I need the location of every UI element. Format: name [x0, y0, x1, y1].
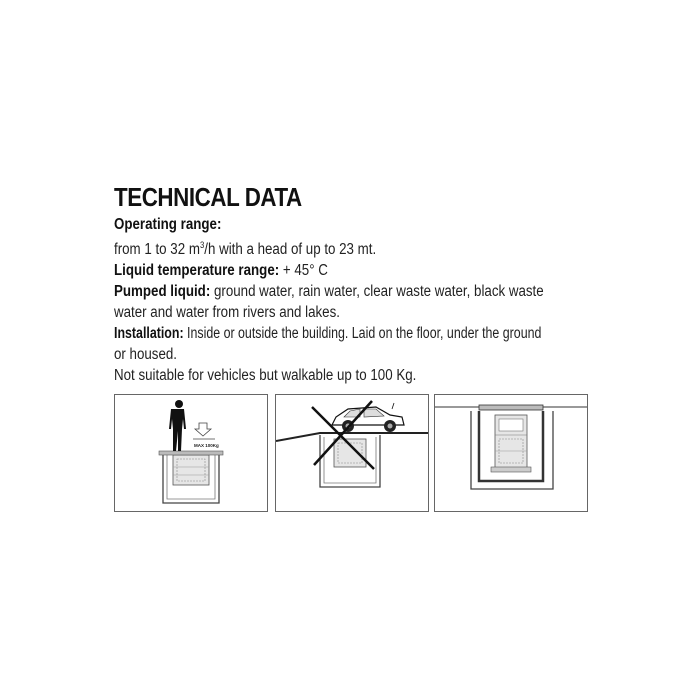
pumped-liquid-line-2 [114, 302, 527, 323]
figure-no-vehicles [275, 394, 429, 512]
installation-value-2: or housed. [114, 346, 177, 364]
liquid-temperature-line [114, 260, 527, 281]
arrow-down-icon [195, 423, 211, 436]
section-title: TECHNICAL DATA [114, 182, 302, 212]
operating-range-label: Operating range: [114, 216, 222, 233]
operating-range-text-2: /h with a head of up to 23 mt. [204, 241, 377, 259]
installation-label: Installation: [114, 325, 184, 343]
operating-range-label-line [114, 214, 527, 235]
operating-range-value [114, 235, 527, 260]
liquid-temperature-label: Liquid temperature range: [114, 262, 280, 280]
pumped-liquid-line-1 [114, 281, 544, 302]
pumped-liquid-label: Pumped liquid: [114, 283, 211, 301]
liquid-temperature-value: + 45° C [279, 262, 328, 280]
pumped-liquid-value-2: water and water from rivers and lakes. [114, 304, 340, 322]
installation-line-2 [114, 344, 527, 365]
operating-range-superscript: 3 [199, 240, 205, 250]
max-load-label: MAX 100Kg [194, 443, 219, 448]
no-vehicles-illustration [276, 395, 428, 511]
person-icon [169, 400, 186, 451]
installation-value-1: Inside or outside the building. Laid on the floor, under the ground [183, 325, 542, 343]
figure-walkable [114, 394, 268, 512]
pumped-liquid-value-1: ground water, rain water, clear waste water, black waste [210, 283, 544, 301]
technical-data-section [114, 182, 594, 386]
housed-illustration [435, 395, 587, 511]
walkable-note: Not suitable for vehicles but walkable up to 100 Kg. [114, 367, 417, 385]
installation-figures [114, 394, 588, 512]
figure-housed [434, 394, 588, 512]
installation-line-1 [114, 323, 542, 344]
walkable-illustration [115, 395, 267, 511]
operating-range-text-1: from 1 to 32 m [114, 241, 200, 259]
car-icon [332, 403, 404, 432]
